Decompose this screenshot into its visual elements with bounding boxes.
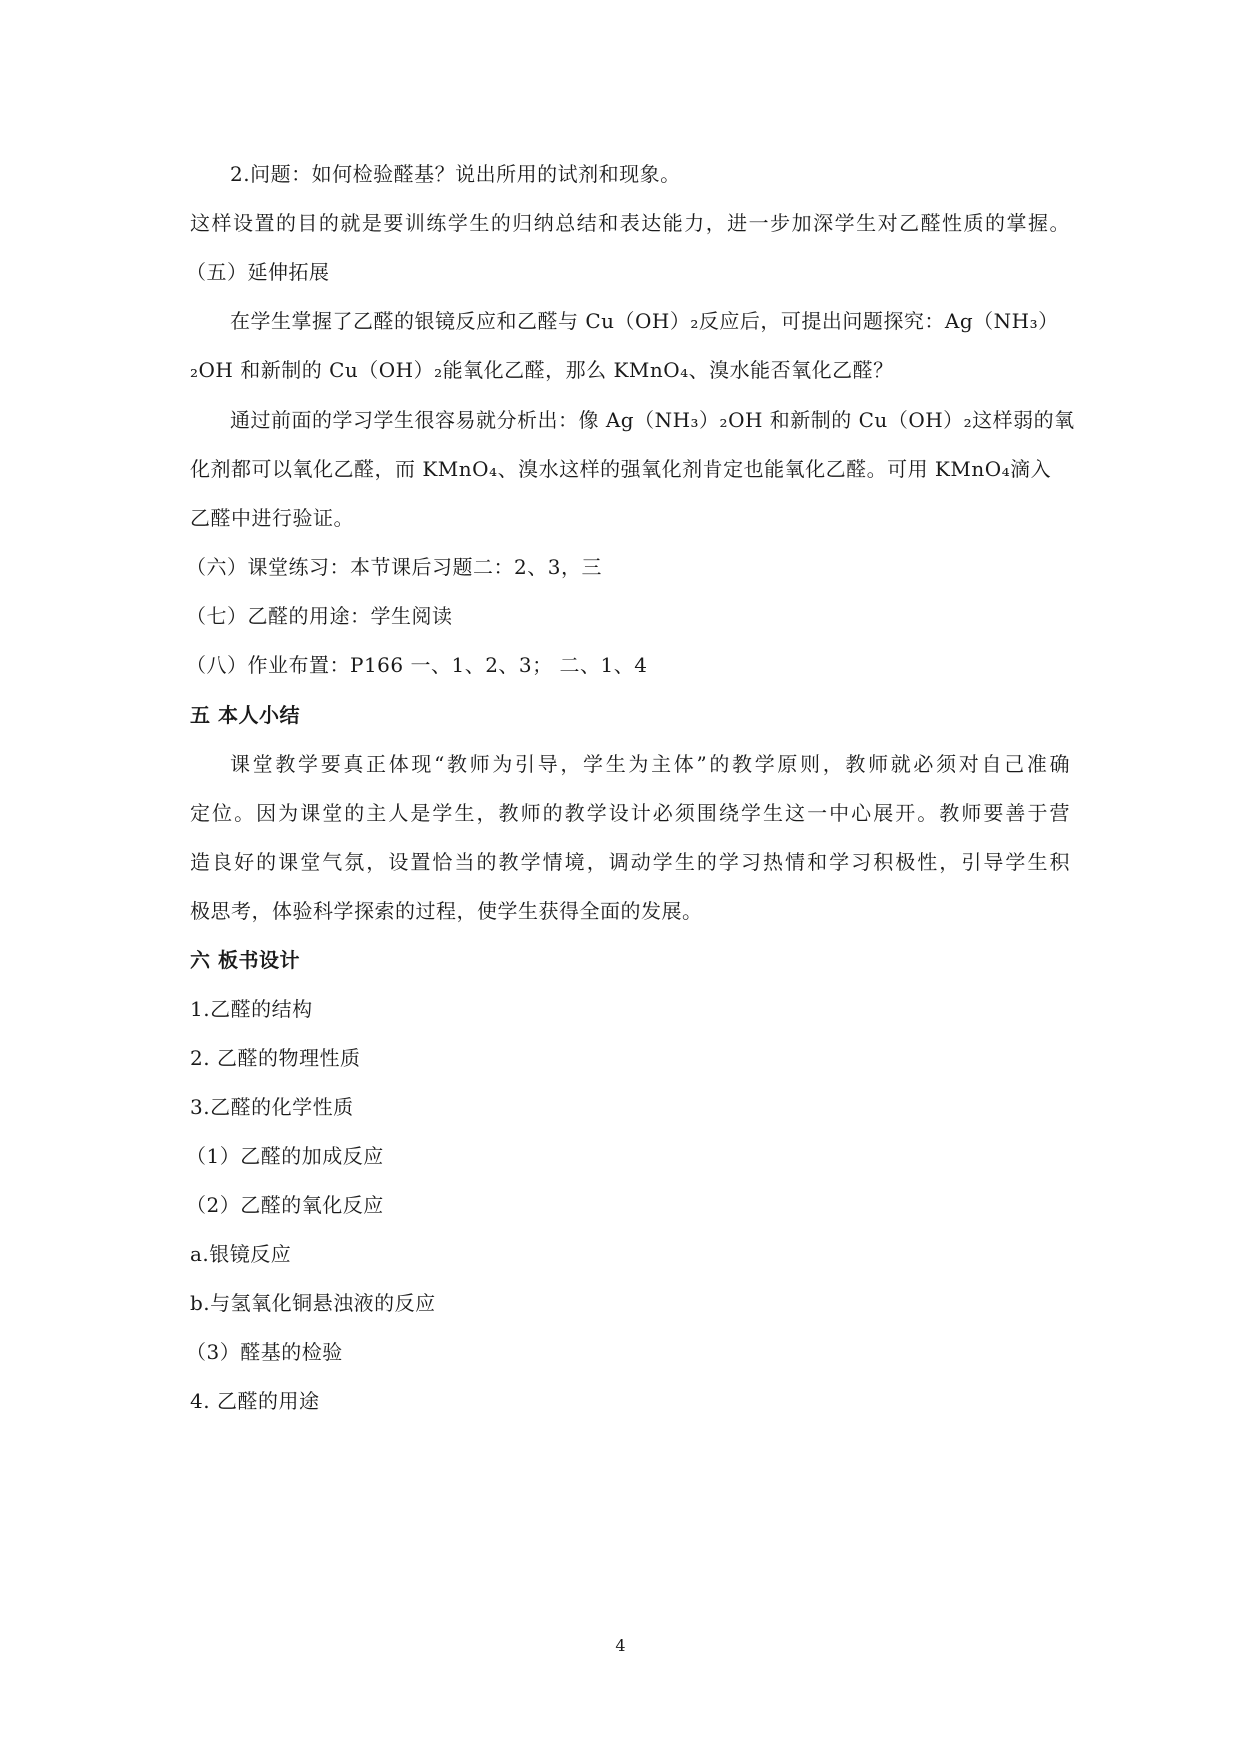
- summary-line-2: 定位。因为课堂的主人是学生，教师的教学设计必须围绕学生这一中心展开。教师要善于营: [190, 801, 1070, 825]
- board-item-3-3: （3）醛基的检验: [186, 1340, 343, 1364]
- board-item-2: 2. 乙醛的物理性质: [190, 1046, 361, 1070]
- purpose-text: 这样设置的目的就是要训练学生的归纳总结和表达能力，进一步加深学生对乙醛性质的掌握。: [190, 211, 1070, 235]
- analysis-paragraph-line-1: 通过前面的学习学生很容易就分析出：像 Ag（NH₃）₂OH 和新制的 Cu（OH）₂这样弱的氧: [230, 408, 1075, 432]
- board-item-3: 3.乙醛的化学性质: [190, 1095, 354, 1119]
- analysis-paragraph-line-2: 化剂都可以氧化乙醛，而 KMnO₄、溴水这样的强氧化剂肯定也能氧化乙醛。可用 KMnO₄滴入: [190, 457, 1052, 481]
- section-7-title: （七）乙醛的用途：学生阅读: [186, 604, 453, 628]
- section-5-title: （五）延伸拓展: [186, 260, 330, 284]
- analysis-paragraph-line-3: 乙醛中进行验证。: [190, 506, 354, 530]
- board-item-3-1: （1）乙醛的加成反应: [186, 1144, 384, 1168]
- extension-paragraph-line-2: ₂OH 和新制的 Cu（OH）₂能氧化乙醛，那么 KMnO₄、溴水能否氧化乙醛？: [190, 358, 894, 382]
- extension-paragraph-line-1: 在学生掌握了乙醛的银镜反应和乙醛与 Cu（OH）₂反应后，可提出问题探究：Ag（NH₃）: [230, 309, 1059, 333]
- summary-line-1: 课堂教学要真正体现“教师为引导，学生为主体”的教学原则，教师就必须对自己准确: [230, 752, 1070, 776]
- summary-line-4: 极思考，体验科学探索的过程，使学生获得全面的发展。: [190, 899, 703, 923]
- board-item-1: 1.乙醛的结构: [190, 997, 313, 1021]
- question-2: 2.问题：如何检验醛基？说出所用的试剂和现象。: [230, 162, 681, 186]
- section-8-title: （八）作业布置：P166 一、1、2、3； 二、1、4: [186, 653, 648, 677]
- summary-line-3: 造良好的课堂气氛，设置恰当的教学情境，调动学生的学习热情和学习积极性，引导学生积: [190, 850, 1070, 874]
- heading-summary: 五 本人小结: [190, 703, 300, 727]
- board-item-4: 4. 乙醛的用途: [190, 1389, 320, 1413]
- board-item-3-2-a: a.银镜反应: [190, 1242, 292, 1266]
- page-number: 4: [615, 1636, 626, 1655]
- board-item-3-2-b: b.与氢氧化铜悬浊液的反应: [190, 1291, 436, 1315]
- board-item-3-2: （2）乙醛的氧化反应: [186, 1193, 384, 1217]
- section-6-title: （六）课堂练习：本节课后习题二：2、3，三: [186, 555, 602, 579]
- heading-board-design: 六 板书设计: [190, 948, 300, 972]
